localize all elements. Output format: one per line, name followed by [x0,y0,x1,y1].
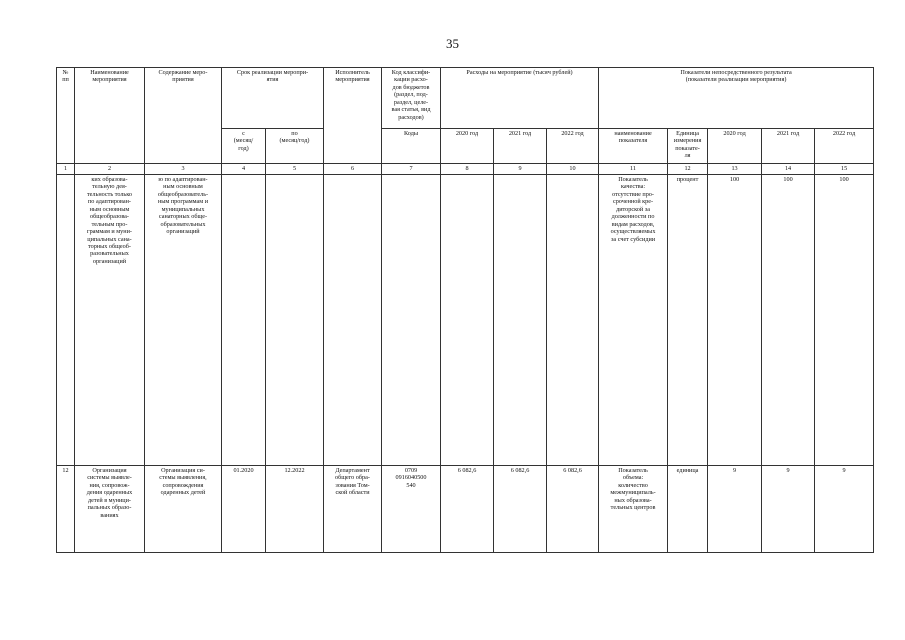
column-number: 9 [494,164,547,175]
column-number: 7 [382,164,441,175]
page-number: 35 [446,36,459,51]
header-budget-code: Код классифи- кации расхо- дов бюджетов (раздел, под- раздел, целе- вая статья, вид расходов) [382,68,441,129]
row-budget-code: 0709 0916040500 540 [382,466,441,553]
column-number: 8 [441,164,494,175]
row-executor [324,175,382,466]
row-expense-2021: 6 082,6 [494,466,547,553]
column-number: 1 [57,164,75,175]
row-indicator-2020: 9 [708,466,762,553]
header-executor: Исполнитель мероприятия [324,68,382,164]
header-activity-name: Наименование мероприятия [75,68,145,164]
row-executor: Департамент общего обра- зования Том- ской области [324,466,382,553]
table-row [57,466,874,553]
row-expense-2020: 6 082,6 [441,466,494,553]
subheader-indicator-2022: 2022 год [815,129,874,164]
column-number: 11 [599,164,668,175]
row-number [57,175,75,466]
row-unit: единица [668,466,708,553]
row-indicator-2022: 9 [815,466,874,553]
row-expense-2021 [494,175,547,466]
subheader-indicator-2021: 2021 год [762,129,815,164]
row-indicator-2022: 100 [815,175,874,466]
column-number: 2 [75,164,145,175]
header-row [57,68,874,129]
row-activity-name: ких образова- тельную дея- тельность только по адаптирован- ным основным общеобразова- тельным про- граммам и муни- ципальных сана- торных общеоб- разовательных организаций [75,175,145,466]
subheader-indicator-name: наименование показателя [599,129,668,164]
subheader-expense-2020: 2020 год [441,129,494,164]
row-activity-name: Организация системы выявле- ния, сопровож- дения одаренных детей в муници- пальных образо- ваниях [75,466,145,553]
row-indicator-name: Показатель качества: отсутствие про- сроченной кре- диторской за долженности по видам расходов, осуществляемых за счет субсидии [599,175,668,466]
row-from: 01.2020 [222,466,266,553]
column-number: 15 [815,164,874,175]
column-number: 6 [324,164,382,175]
row-activity-content: ю по адаптирован- ным основным общеобразователь- ным программам и муниципальных санаторных обще- образовательных организаций [145,175,222,466]
row-expense-2022: 6 082,6 [547,466,599,553]
header-indicators: Показатели непосредственного результата (показатели реализации мероприятия) [599,68,874,129]
subheader-codes: Коды [382,129,441,164]
column-number: 14 [762,164,815,175]
subheader-unit: Единица измерения показате- ля [668,129,708,164]
table-row [57,175,874,466]
row-to [266,175,324,466]
row-indicator-2020: 100 [708,175,762,466]
subheader-from: с (месяц/ год) [222,129,266,164]
row-indicator-name: Показатель объема: количество межмуниципаль- ных образова- тельных центров [599,466,668,553]
subheader-expense-2021: 2021 год [494,129,547,164]
row-to: 12.2022 [266,466,324,553]
row-activity-content: Организация си- стемы выявления, сопровождения одаренных детей [145,466,222,553]
header-number: № пп [57,68,75,164]
column-number: 4 [222,164,266,175]
row-indicator-2021: 9 [762,466,815,553]
header-expenses: Расходы на мероприятие (тысяч рублей) [441,68,599,129]
column-number: 13 [708,164,762,175]
header-period: Срок реализации меропри- ятия [222,68,324,129]
subheader-expense-2022: 2022 год [547,129,599,164]
row-unit: процент [668,175,708,466]
subheader-to: по (месяц/год) [266,129,324,164]
row-budget-code [382,175,441,466]
column-number: 12 [668,164,708,175]
header-activity-content: Содержание меро- приятия [145,68,222,164]
activities-table [56,67,874,553]
row-number: 12 [57,466,75,553]
row-expense-2022 [547,175,599,466]
column-number-row [57,164,874,175]
subheader-indicator-2020: 2020 год [708,129,762,164]
column-number: 3 [145,164,222,175]
row-from [222,175,266,466]
column-number: 5 [266,164,324,175]
row-indicator-2021: 100 [762,175,815,466]
row-expense-2020 [441,175,494,466]
column-number: 10 [547,164,599,175]
